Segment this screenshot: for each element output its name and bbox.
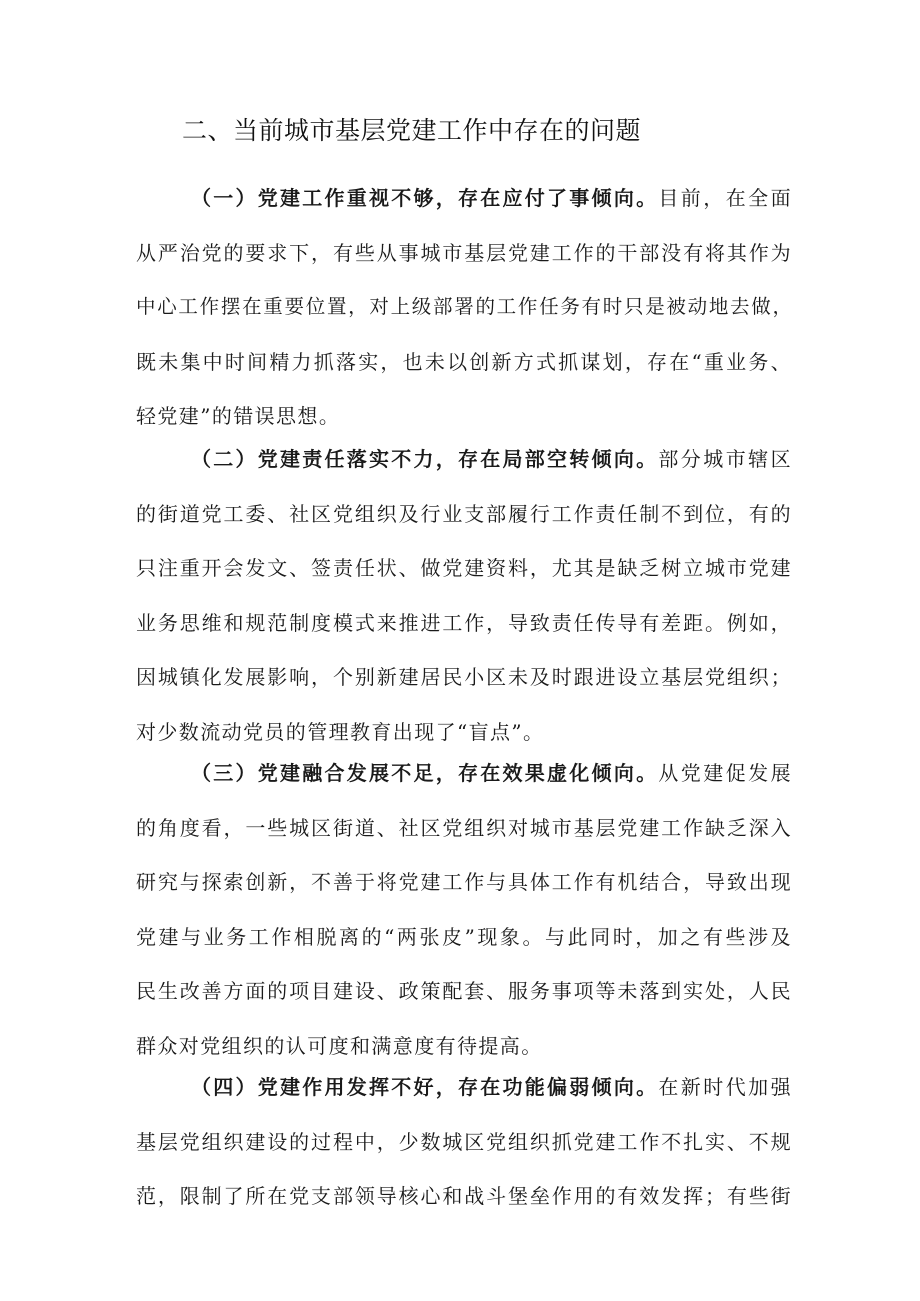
paragraph-text: 在新时代加强 [658, 1075, 792, 1099]
section-heading: 二、当前城市基层党建工作中存在的问题 [182, 116, 642, 145]
paragraph-line: 对少数流动党员的管理教育出现了“盲点”。 [136, 719, 545, 744]
paragraph-lead: （四）党建作用发挥不好，存在功能偏弱倾向。 [191, 1075, 659, 1099]
paragraph-line: 只注重开会发文、签责任状、做党建资料，尤其是缺乏树立城市党建 [136, 556, 792, 580]
paragraph-text: 目前，在全面 [658, 186, 792, 210]
paragraph-1 [136, 183, 792, 456]
paragraph-lead: （一）党建工作重视不够，存在应付了事倾向。 [191, 186, 659, 210]
paragraph-line [136, 444, 792, 474]
paragraph-line: 的角度看，一些城区街道、社区党组织对城市基层党建工作缺乏深入 [136, 815, 792, 840]
paragraph-line [136, 1072, 792, 1102]
paragraph-line [136, 758, 792, 788]
paragraph-line: 中心工作摆在重要位置，对上级部署的工作任务有时只是被动地去做， [136, 295, 792, 318]
paragraph-line: 民生改善方面的项目建设、政策配套、服务事项等未落到实处，人民 [136, 979, 792, 1003]
paragraph-line: 的街道党工委、社区党组织及行业支部履行工作责任制不到位，有的 [136, 501, 792, 526]
paragraph-line: 范，限制了所在党支部领导核心和战斗堡垒作用的有效发挥；有些街 [136, 1184, 792, 1208]
paragraph-line [136, 183, 792, 213]
paragraph-text: 从党建促发展 [658, 761, 792, 785]
paragraph-line: 党建与业务工作相脱离的“两张皮”现象。与此同时，加之有些涉及 [136, 924, 792, 949]
paragraph-2 [136, 444, 792, 771]
paragraph-lead: （二）党建责任落实不力，存在局部空转倾向。 [191, 447, 659, 471]
paragraph-line: 轻党建”的错误思想。 [136, 404, 341, 428]
paragraph-line: 既未集中时间精力抓落实，也未以创新方式抓谋划，存在“重业务、 [136, 349, 792, 374]
paragraph-line: 基层党组织建设的过程中，少数城区党组织抓党建工作不扎实、不规 [136, 1129, 792, 1154]
paragraph-line: 从严治党的要求下，有些从事城市基层党建工作的干部没有将其作为 [136, 240, 792, 265]
paragraph-line: 业务思维和规范制度模式来推进工作，导致责任传导有差距。例如， [136, 610, 792, 635]
paragraph-line: 研究与探索创新，不善于将党建工作与具体工作有机结合，导致出现 [136, 870, 792, 894]
paragraph-text: 部分城市辖区 [658, 447, 792, 471]
paragraph-3 [136, 758, 792, 1085]
paragraph-line: 群众对党组织的认可度和满意度有待提高。 [136, 1033, 543, 1058]
paragraph-lead: （三）党建融合发展不足，存在效果虚化倾向。 [191, 761, 659, 785]
paragraph-line: 因城镇化发展影响，个别新建居民小区未及时跟进设立基层党组织； [136, 665, 792, 689]
paragraph-4 [136, 1072, 792, 1236]
